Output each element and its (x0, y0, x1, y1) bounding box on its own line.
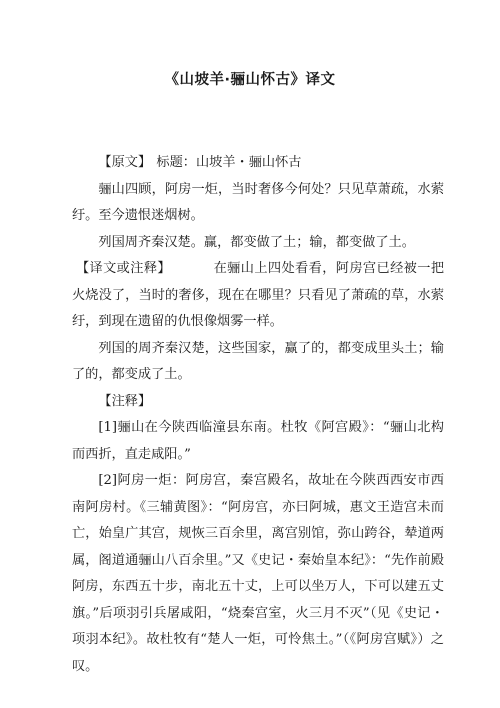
translation-paragraph-2: 列国的周齐秦汉楚，这些国家，赢了的，都变成里头土；输了的，都变成了土。 (72, 340, 444, 382)
original-heading-line (72, 150, 444, 177)
document-body (72, 150, 444, 680)
original-label: 【原文】 (98, 155, 152, 170)
page-title: 《山坡羊·骊山怀古》译文 (164, 72, 336, 88)
translation-label: 【译文或注释】 (75, 261, 171, 276)
original-paragraph-2: 列国周齐秦汉楚。赢，都变做了土；输，都变做了土。 (98, 234, 415, 250)
notes-label: 【注释】 (98, 393, 152, 409)
original-heading: 标题：山坡羊・骊山怀古 (156, 155, 302, 170)
translation-paragraph-1 (72, 256, 444, 336)
translation-text-1: 在骊山上四处看看，阿房宫已经被一把火烧没了，当时的奢侈，现在在哪里？只看见了萧疏的草，水萦纡，到现在遗留的仇恨像烟雾一样。 (72, 261, 445, 329)
note-1: [1]骊山在今陕西临潼县东南。杜牧《阿宫殿》：“骊山北构而西折，直走咸阳。” (72, 420, 444, 462)
original-paragraph-1: 骊山四顾，阿房一炬，当时奢侈今何处？只见草萧疏，水萦纡。至今遗恨迷烟树。 (72, 181, 444, 223)
note-2: [2]阿房一炬：阿房宫，秦宫殿名，故址在今陕西西安市西南阿房村。《三辅黄图》：“阿房宫，亦曰阿城，惠文王造宫未而亡，始皇广其宫，规恢三百余里，离宫别馆，弥山跨谷，辇道两属，阁道通骊山八百余里。”又《史记・秦始皇本纪》：“先作前殿阿房，东西五十步，南北五十丈，上可以坐万人，下可以建五丈旗。”后项羽引兵屠咸阳，“烧秦宫室，火三月不灭”（见《史记・项羽本纪》。故杜牧有“楚人一炬，可怜焦土。”（《阿房宫赋》）之叹。 (72, 473, 444, 674)
